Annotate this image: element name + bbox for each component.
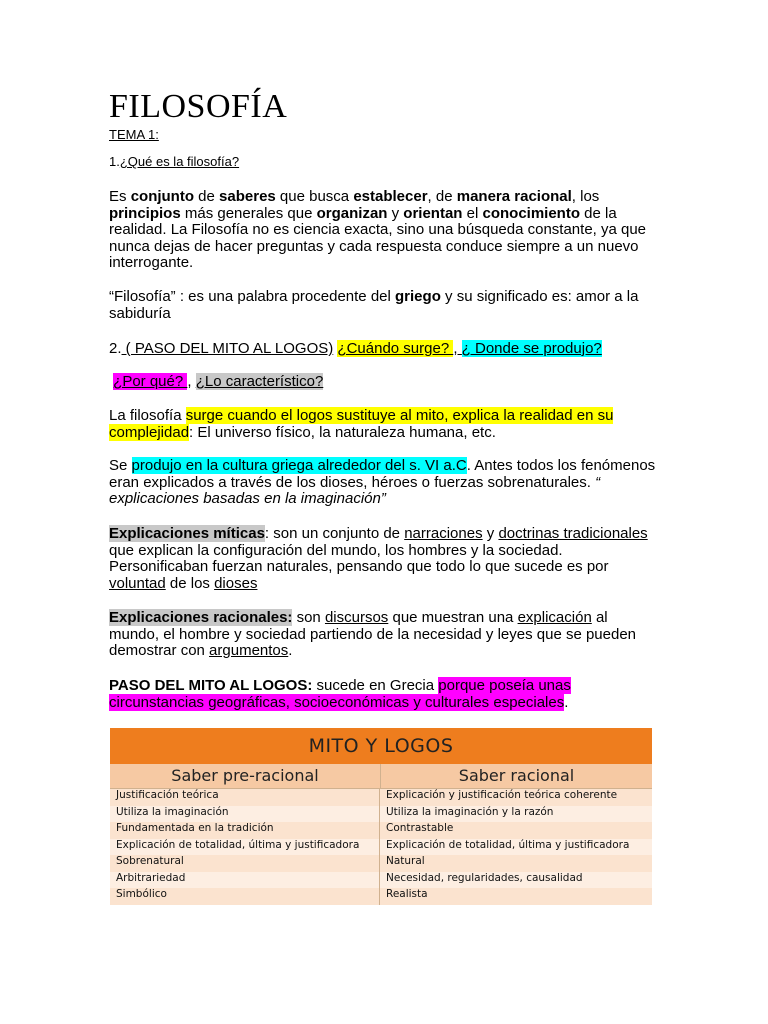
question-1-number: 1. bbox=[109, 154, 120, 169]
table-row: Sobrenatural Natural bbox=[110, 855, 652, 872]
table-row: Arbitrariedad Necesidad, regularidades, causalidad bbox=[110, 872, 652, 889]
question-1-text: ¿Qué es la filosofía? bbox=[119, 154, 240, 169]
table-col1-header: Saber pre-racional bbox=[110, 764, 381, 788]
table-col2-header: Saber racional bbox=[458, 766, 575, 785]
table-row: Simbólico Realista bbox=[110, 888, 652, 905]
table-row: Explicación de totalidad, última y justificadora Explicación de totalidad, última y justificadora bbox=[110, 839, 652, 856]
paragraph-produjo: Se produjo en la cultura griega alrededor del s. VI a.C. Antes todos los fenómenos eran explicados a través de los dioses, héroes o fuerzas sobrenaturales. “ explicaciones basadas en la imaginación” bbox=[109, 457, 656, 507]
mito-logos-table bbox=[110, 728, 652, 902]
table-title: MITO Y LOGOS bbox=[110, 728, 652, 764]
highlight-caracteristico: ¿Lo característico? bbox=[195, 373, 324, 390]
highlight-cuando: ¿Cuándo surge? bbox=[337, 340, 454, 357]
paragraph-surge: La filosofía surge cuando el logos sustituye al mito, explica la realidad en su complejidad: El universo físico, la naturaleza humana, etc. bbox=[109, 407, 614, 441]
paragraph-etymology: “Filosofía” : es una palabra procedente del griego y su significado es: amor a la sabiduría bbox=[109, 288, 639, 322]
paragraph-paso: PASO DEL MITO AL LOGOS: sucede en Grecia porque poseía unas circunstancias geográficas, socioeconómicas y culturales especiales. bbox=[109, 677, 571, 711]
document-title: FILOSOFÍA bbox=[109, 88, 288, 125]
highlight-porque: ¿Por qué? bbox=[113, 373, 188, 390]
question-2-line1: 2. ( PASO DEL MITO AL LOGOS) ¿Cuándo surge? , ¿ Donde se produjo? bbox=[109, 340, 602, 357]
paragraph-racionales: Explicaciones racionales: son discursos que muestran una explicación al mundo, el hombre y sociedad partiendo de la necesidad y leyes que se pueden demostrar con argumentos. bbox=[109, 609, 637, 659]
tema-label: TEMA 1: bbox=[109, 127, 159, 142]
table-row: Utiliza la imaginación Utiliza la imaginación y la razón bbox=[110, 806, 652, 823]
question-1 bbox=[109, 154, 239, 169]
question-2-line2: ¿Por qué? , ¿Lo característico? bbox=[113, 373, 324, 390]
table-row: Fundamentada en la tradición Contrastable bbox=[110, 822, 652, 839]
table-header-row bbox=[110, 764, 652, 789]
paragraph-definition: Es conjunto de saberes que busca establecer, de manera racional, los principios más generales que organizan y orientan el conocimiento de la realidad. La Filosofía no es ciencia exacta, sino una búsqueda constante, ya que nunca dejas de hacer preguntas y cada respuesta conduce siempre a un nuevo interrogante. bbox=[109, 188, 647, 271]
paragraph-miticas: Explicaciones míticas: son un conjunto de narraciones y doctrinas tradicionales que explican la configuración del mundo, los hombres y la sociedad. Personificaban fuerzan naturales, pensando que todo lo que sucede es por voluntad de los dioses bbox=[109, 525, 648, 592]
table-row: Justificación teórica Explicación y justificación teórica coherente bbox=[110, 789, 652, 806]
highlight-donde: ¿ Donde se produjo? bbox=[461, 340, 602, 357]
